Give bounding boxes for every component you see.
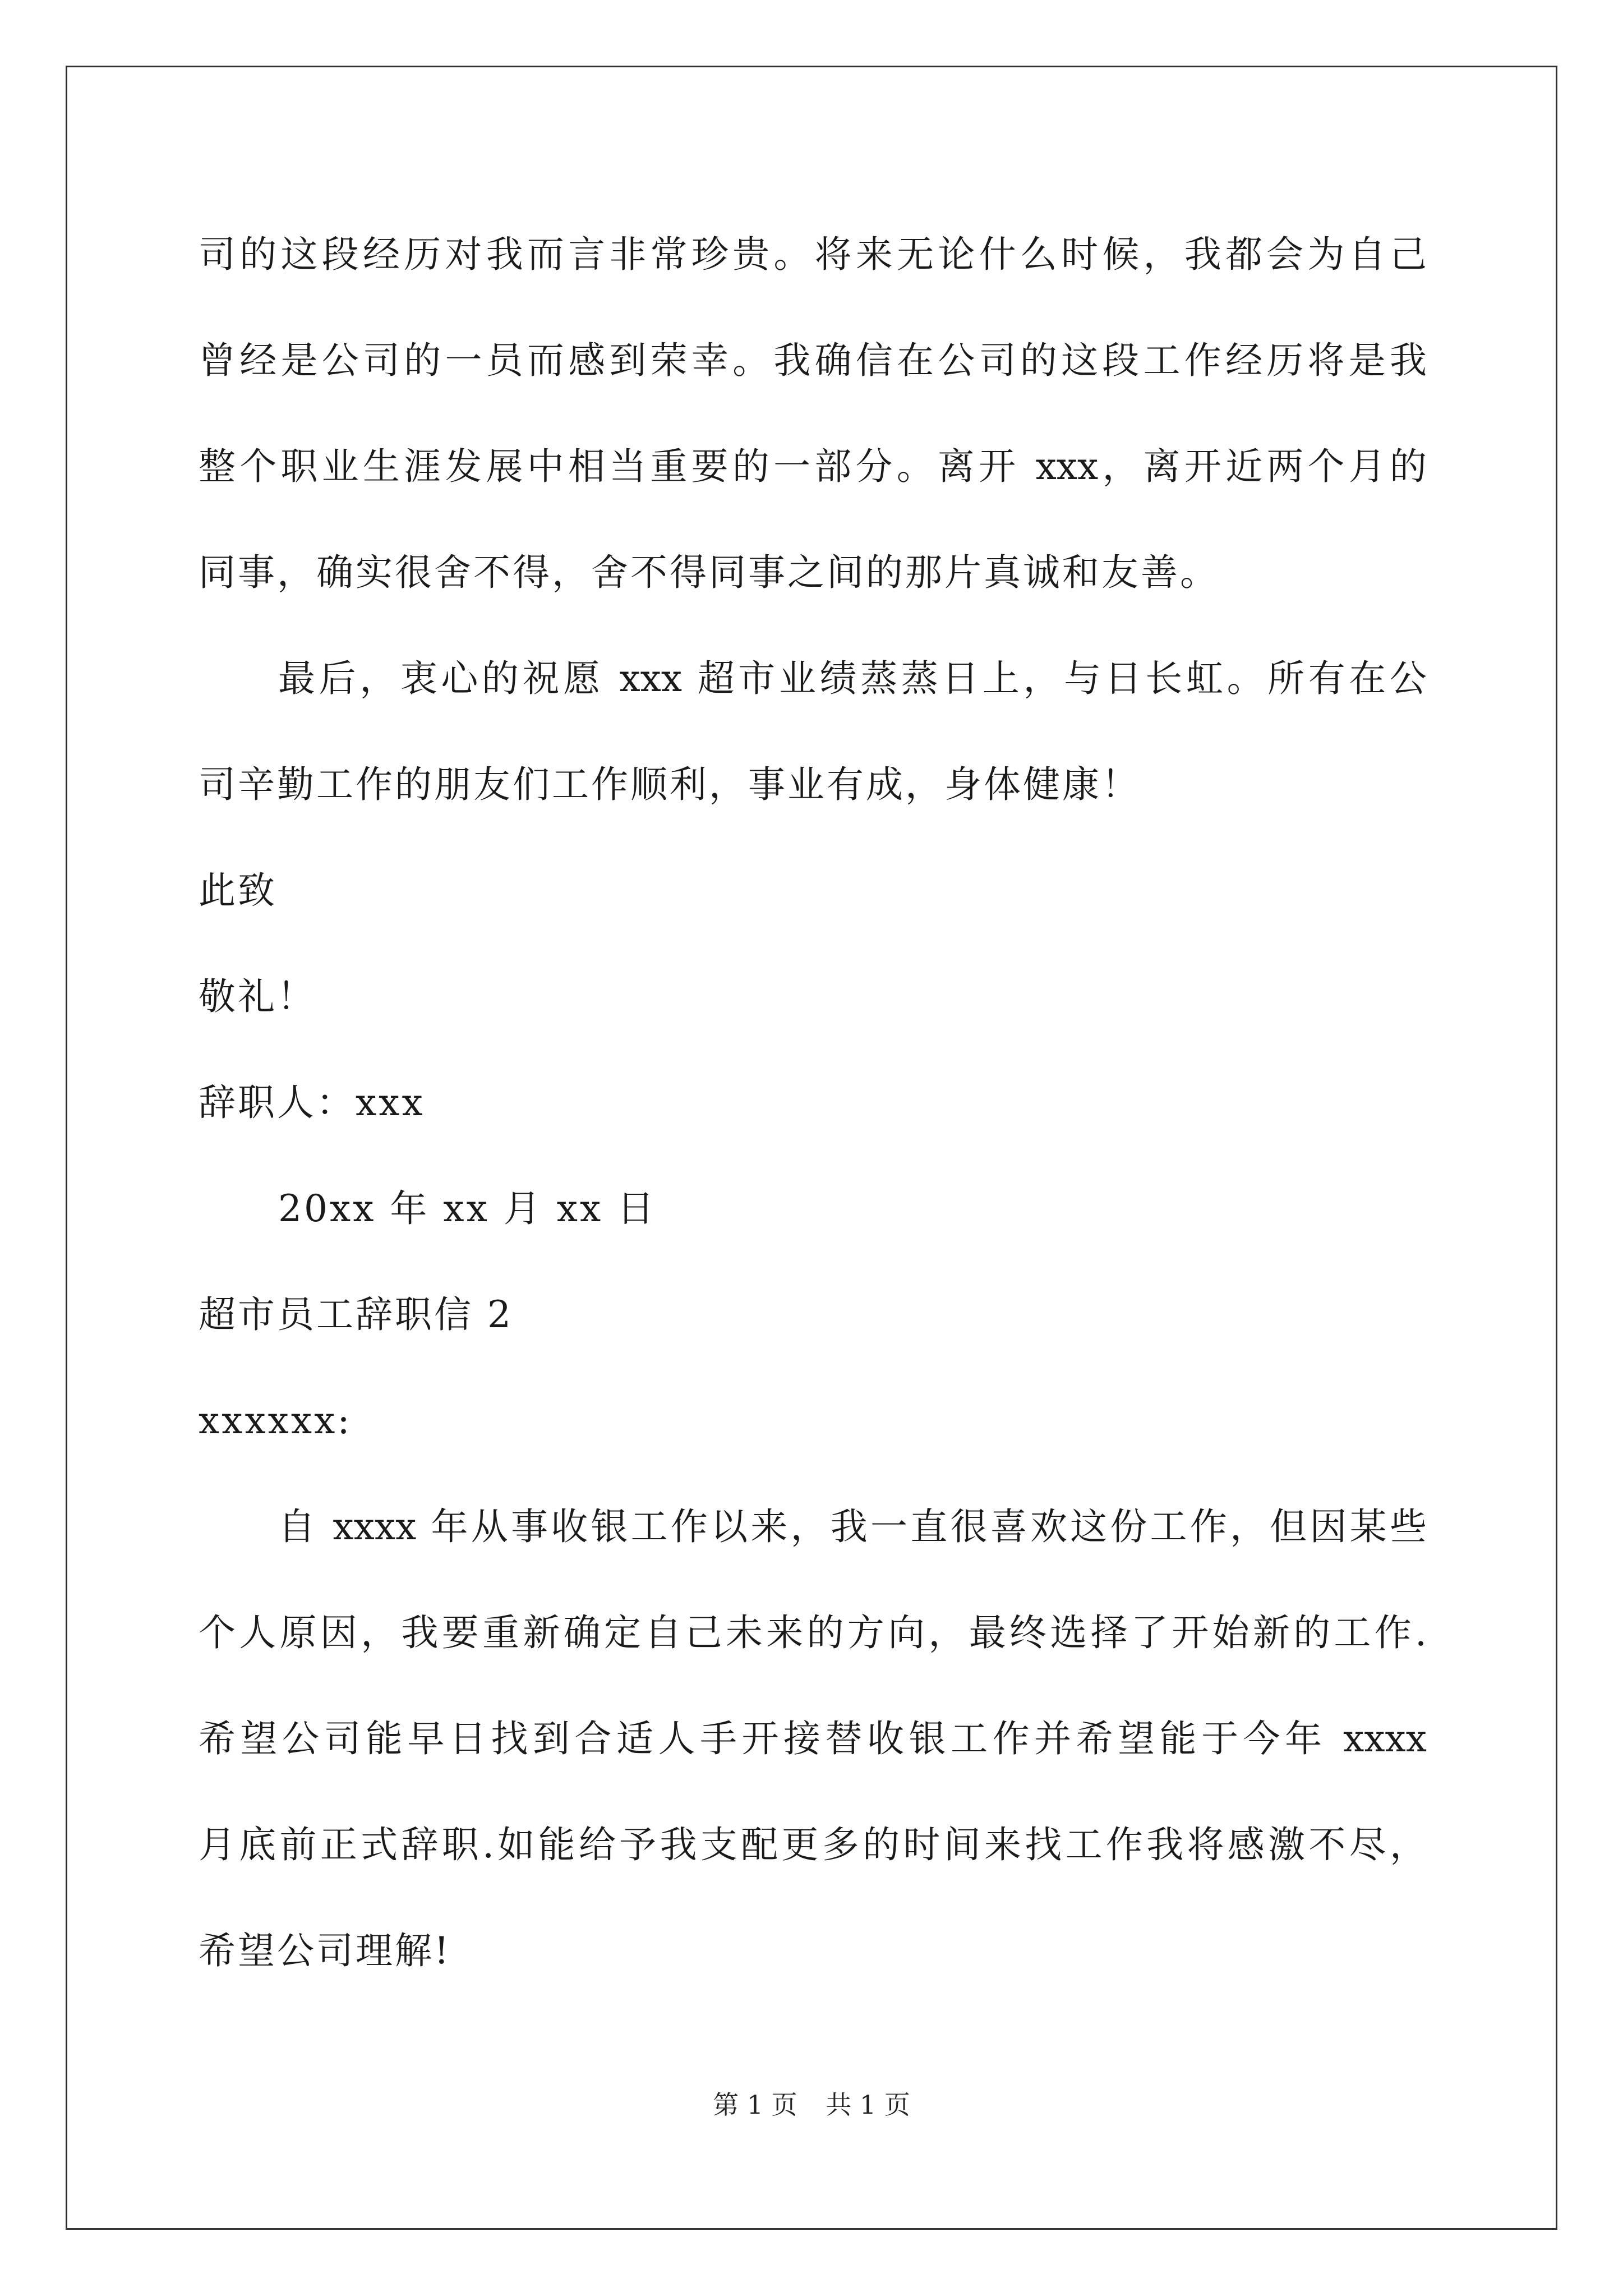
body-line: 曾经是公司的一员而感到荣幸。我确信在公司的这段工作经历将是我	[199, 339, 1427, 382]
page-number-current: 第 1 页	[713, 2090, 797, 2120]
body-line: 整个职业生涯发展中相当重要的一部分。离开 xxx，离开近两个月的	[199, 445, 1427, 488]
body-line: 个人原因，我要重新确定自己未来的方向，最终选择了开始新的工作.	[199, 1611, 1427, 1654]
page-number-total: 共 1 页	[826, 2090, 910, 2120]
salutation-jingli: 敬礼！	[199, 975, 316, 1018]
page-border	[66, 66, 1557, 2230]
closing-paragraph-line: 司辛勤工作的朋友们工作顺利，事业有成，身体健康！	[199, 763, 1141, 806]
body-line: 月底前正式辞职.如能给予我支配更多的时间来找工作我将感激不尽，	[199, 1823, 1427, 1866]
body-line: 希望公司理解!	[199, 1929, 451, 1972]
closing-paragraph-line: 最后，衷心的祝愿 xxx 超市业绩蒸蒸日上，与日长虹。所有在公	[278, 657, 1427, 700]
body-line: 自 xxxx 年从事收银工作以来，我一直很喜欢这份工作，但因某些	[278, 1505, 1427, 1548]
body-line: 同事，确实很舍不得，舍不得同事之间的那片真诚和友善。	[199, 551, 1219, 594]
section-title: 超市员工辞职信 2	[199, 1293, 513, 1336]
salutation-cizhi: 此致	[199, 869, 277, 912]
signature-name: 辞职人：xxx	[199, 1081, 425, 1124]
page-footer	[0, 2088, 1623, 2122]
letter-greeting: xxxxxx:	[199, 1399, 352, 1442]
body-line: 希望公司能早日找到合适人手开接替收银工作并希望能于今年 xxxx	[199, 1717, 1427, 1760]
body-line: 司的这段经历对我而言非常珍贵。将来无论什么时候，我都会为自己	[199, 233, 1427, 276]
signature-date: 20xx 年 xx 月 xx 日	[278, 1187, 657, 1230]
